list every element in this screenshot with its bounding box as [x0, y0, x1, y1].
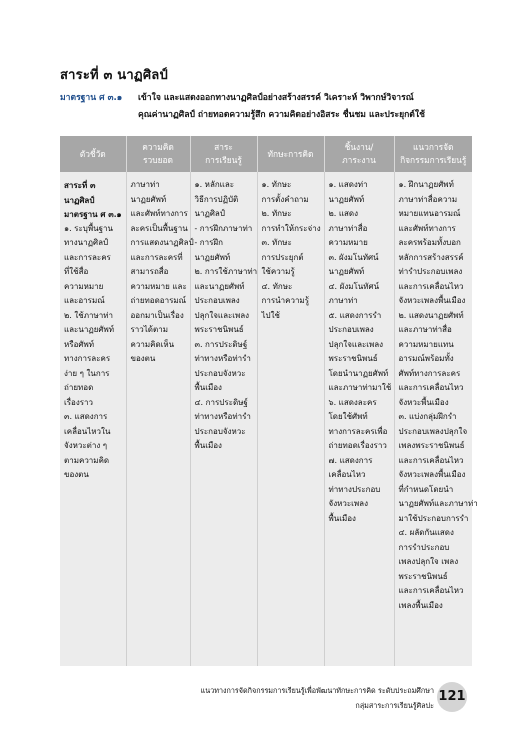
cell-text-line: ๒. แสดง [328, 209, 358, 218]
header-tasks-lines [327, 141, 392, 167]
cell-text-line: ๓. ทักษะ [261, 238, 292, 247]
cell-text-line: และภาษาท่าสื่อ [398, 325, 452, 334]
standard-label: มาตรฐาน ศ ๓.๑ [60, 93, 123, 103]
cell-text-line: จังหวะเพลงพื้นเมือง [398, 296, 466, 305]
cell-text-line: และการละครที่ [130, 252, 183, 262]
table-header-row [60, 136, 472, 172]
cell-text-line: เรื่องราว [64, 397, 94, 407]
cell-text-line: ๔. การประดิษฐ์ [194, 397, 248, 407]
cell-text-line: เพลงปลุกใจ เพลง [398, 557, 459, 566]
cell-text-line: วิธีการปฏิบัติ [194, 194, 239, 204]
cell-text-line: ๒. แสดงนาฏยศัพท์ [398, 310, 464, 320]
cell-text-line: นาฏยศัพท์ [194, 252, 231, 262]
cell-text-line: ๑. แสดงท่า [328, 180, 368, 189]
header-activities-lines [397, 141, 471, 167]
table-row [60, 172, 472, 666]
cell-text-line: การนำความรู้ [261, 296, 309, 305]
cell-text-line: และศัพท์ทางการ [130, 209, 188, 218]
cell-text-line: และนาฏยศัพท์ [194, 281, 245, 291]
cell-text-line: และการเคลื่อนไหว [398, 281, 464, 291]
cell-text-line: - การฝึกภาษาท่า [194, 223, 253, 233]
curriculum-table [60, 136, 478, 666]
cell-text-line: การรำประกอบ [398, 542, 450, 552]
cell-text-line: การแสดงนาฏศิลป์ [130, 238, 194, 247]
cell-text-line: ความหมายแทน [398, 339, 454, 349]
cell-text-line: ประกอบจังหวะ [194, 426, 246, 436]
cell-text-line: ๓. การประดิษฐ์ [194, 339, 248, 349]
cell-text-line: และการละคร [64, 252, 111, 262]
cell-text-line: ๑. ระบุพื้นฐาน [64, 223, 113, 233]
cell-text-line: ๒. ใช้ภาษาท่า [64, 310, 113, 320]
cell-text-line: ๒. การใช้ภาษาท่า [194, 267, 258, 276]
cell-text-line: ประกอบเพลง [328, 325, 374, 334]
cell-text-line: ๔. ผลัดกันแสดง [398, 528, 454, 537]
header-line: แนวการจัด [413, 142, 454, 152]
cell-text-line: ความคิดเห็น [130, 339, 175, 349]
cell-text-line: และศัพท์ทางการ [398, 223, 456, 233]
cell-text-line: เพลงพระราชนิพนธ์ [398, 441, 465, 450]
header-content [190, 136, 257, 172]
cell-text-line: ของตน [130, 354, 156, 363]
cell-text-line: ๓. ผังมโนทัศน์ [328, 252, 379, 262]
cell-text-line: นาฏยศัพท์ [130, 194, 167, 204]
cell-text-line: ออกมาเป็นเรื่อง [130, 310, 184, 320]
cell-text-line: และนาฏยศัพท์ [64, 325, 114, 334]
cell-text-line: - การฝึก [194, 238, 223, 247]
page-number: 121 [437, 682, 467, 712]
cell-text-line: จังหวะเพลง [328, 499, 368, 508]
cell-text-line: ๑. ทักษะ [261, 180, 292, 189]
cell-text-line: ๕. แสดงการรำ [328, 310, 382, 320]
cell-text-line: การตั้งคำถาม [261, 194, 309, 204]
cell-text-line: ๔. ทักษะ [261, 281, 293, 291]
header-line: กิจกรรมการเรียนรู้ [400, 155, 467, 165]
cell-text-line: ท่าทางหรือท่ารำ [194, 412, 251, 421]
cell-text-line: หมายแทนอารมณ์ [398, 209, 461, 218]
cell-activities [394, 172, 478, 666]
cell-text-line: นาฏยศัพท์ [328, 267, 365, 276]
cell-text-line: ใช้ความรู้ [261, 267, 295, 276]
cell-text-line: ของตน [64, 470, 89, 479]
cell-text-line: การทำให้กระจ่าง [261, 223, 321, 233]
header-thinking-skills [257, 136, 324, 172]
cell-text-line: ประกอบเพลงปลุกใจ [398, 426, 468, 436]
header-line: สาระ [214, 142, 233, 152]
cell-text-line: นาฏยศัพท์ [328, 194, 365, 204]
cell-text-line: นาฏยศัพท์และภาษาท่า [398, 499, 478, 508]
cell-text-line: เพลงพื้นเมือง [398, 600, 443, 610]
cell-tasks [324, 172, 394, 666]
cell-text-line: พระราชนิพนธ์ [398, 571, 448, 581]
cell-text-line: ศัพท์ทางการละคร [398, 368, 461, 378]
cell-text-line: พระราชนิพนธ์ [328, 354, 378, 363]
standard-text-line-1: เข้าใจ และแสดงออกทางนาฏศิลป์อย่างสร้างสรรค์ วิเคราะห์ วิพากษ์วิจารณ์ [138, 93, 414, 103]
cell-text-line: ที่กำหนดโดยนำ [398, 484, 454, 494]
header-activities [394, 136, 472, 172]
cell-text-line: ความหมาย [64, 281, 104, 291]
cell-text-line: ๓. แบ่งกลุ่มฝึกรำ [398, 412, 457, 421]
header-thinking-skills-lines [260, 148, 322, 161]
cell-text-line: โดยนำนาฏยศัพท์ [328, 368, 389, 378]
cell-text-line: ถ่ายทอดเรื่องราว [328, 441, 387, 450]
cell-text-line: มาใช้ประกอบการรำ [398, 513, 469, 523]
cell-text-line: เคลื่อนไหว [328, 470, 366, 479]
cell-text-line: ภาษาท่าสื่อความ [398, 194, 458, 204]
cell-text-line: จังหวะเพลงพื้นเมือง [398, 470, 466, 479]
cell-text-line: ละครเป็นพื้นฐาน [130, 223, 188, 233]
cell-content [190, 172, 257, 666]
header-line: ตัวชี้วัด [79, 148, 106, 159]
header-indicator-lines [62, 148, 124, 161]
cell-text-line: ๒. ทักษะ [261, 209, 292, 218]
cell-text-line: ราวได้ตาม [130, 325, 168, 334]
cell-text-line: ๖. แสดงละคร [328, 397, 377, 407]
cell-text-line: และการเคลื่อนไหว [398, 383, 464, 392]
cell-text-line: ภาษาท่า [328, 296, 358, 305]
cell-text-line: และอารมณ์ [64, 296, 105, 305]
cell-text-line: จังหวะพื้นเมือง [398, 397, 449, 407]
header-tasks [324, 136, 394, 172]
cell-text-line: ละครพร้อมทั้งบอก [398, 238, 461, 247]
cell-text-line: ถ่ายทอด [64, 383, 94, 392]
cell-concept [126, 172, 194, 666]
cell-text-line: ปลุกใจและเพลง [328, 339, 384, 349]
cell-text-line: และการเคลื่อนไหว [398, 586, 464, 595]
cell-text-line: ง่าย ๆ ในการ [64, 368, 110, 378]
cell-text-line: พื้นเมือง [194, 383, 222, 392]
cell-text-line: หรือศัพท์ [64, 339, 94, 349]
cell-text-line: ทางการละครเพื่อ [328, 426, 388, 436]
cell-text-line: ๗. แสดงการ [328, 455, 373, 465]
cell-text-line: สาระที่ ๓ [64, 180, 96, 190]
cell-text-line: ท่าทางประกอบ [328, 484, 381, 494]
cell-text-line: ที่ใช้สื่อ [64, 267, 89, 276]
cell-text-line: นาฏศิลป์ [64, 194, 95, 205]
cell-text-line: นาฏศิลป์ [194, 209, 225, 218]
cell-text-line: ทางนาฏศิลป์ [64, 238, 109, 247]
header-indicator [60, 136, 126, 172]
cell-text-line: จังหวะต่าง ๆ [64, 441, 108, 450]
cell-text-line: พระราชนิพนธ์ [194, 325, 244, 334]
cell-text-line: ปลุกใจและเพลง [194, 310, 250, 320]
header-concept [126, 136, 190, 172]
header-line: ทักษะการคิด [267, 148, 314, 159]
cell-text-line: พื้นเมือง [194, 441, 222, 450]
header-content-lines [193, 141, 255, 167]
header-line: ภาระงาน [342, 155, 376, 165]
cell-text-line: ๑. ฝึกนาฏยศัพท์ [398, 180, 454, 189]
cell-text-line: ประกอบเพลง [194, 296, 240, 305]
header-line: ชิ้นงาน/ [344, 142, 374, 152]
cell-text-line: มาตรฐาน ศ ๓.๑ [64, 209, 122, 219]
cell-text-line: อารมณ์พร้อมทั้ง [398, 354, 454, 363]
cell-text-line: ความหมาย [328, 238, 368, 247]
cell-text-line: สามารถสื่อ [130, 267, 169, 276]
cell-text-line: ภาษาท่า [130, 180, 160, 189]
cell-text-line: และการเคลื่อนไหว [398, 455, 464, 465]
footer-book-title: แนวทางการจัดกิจกรรมการเรียนรู้เพื่อพัฒนาทักษะการคิด ระดับประถมศึกษา [200, 686, 434, 695]
cell-text-line: ตามความคิด [64, 455, 110, 465]
header-line: การเรียนรู้ [205, 155, 242, 165]
cell-text-line: ประกอบจังหวะ [194, 368, 246, 378]
standard-text-line-2: คุณค่านาฏศิลป์ ถ่ายทอดความรู้สึก ความคิดอย่างอิสระ ชื่นชม และประยุกต์ใช้ [138, 110, 425, 120]
cell-text-line: ๑. หลักและ [194, 180, 235, 189]
cell-text-line: การประยุกต์ [261, 252, 304, 262]
cell-text-line: พื้นเมือง [328, 513, 356, 523]
cell-text-line: ถ่ายทอดอารมณ์ [130, 296, 187, 305]
cell-text-line: หลักการสร้างสรรค์ [398, 252, 464, 262]
header-line: ความคิด [142, 142, 174, 152]
cell-text-line: ท่ารำประกอบเพลง [398, 267, 463, 276]
cell-text-line: ความหมาย และ [130, 281, 187, 291]
footer-subject-group: กลุ่มสาระการเรียนรู้ศิลปะ [355, 701, 434, 710]
cell-text-line: ๓. แสดงการ [64, 412, 108, 421]
cell-text-line: ทางการละคร [64, 354, 111, 363]
cell-thinking-skills [257, 172, 324, 666]
cell-text-line: ภาษาท่าสื่อ [328, 223, 368, 233]
cell-text-line: ท่าทางหรือท่ารำ [194, 354, 251, 363]
header-concept-lines [129, 141, 188, 167]
cell-text-line: ๔. ผังมโนทัศน์ [328, 281, 380, 291]
cell-text-line: ไปใช้ [261, 310, 280, 320]
page-heading: สาระที่ ๓ นาฏศิลป์ [60, 68, 168, 83]
header-line: รวบยอด [143, 155, 173, 165]
cell-text-line: โดยใช้ศัพท์ [328, 412, 368, 421]
cell-text-line: เคลื่อนไหวใน [64, 426, 111, 436]
cell-indicator [60, 172, 126, 666]
cell-text-line: และภาษาท่ามาใช้ [328, 383, 392, 392]
